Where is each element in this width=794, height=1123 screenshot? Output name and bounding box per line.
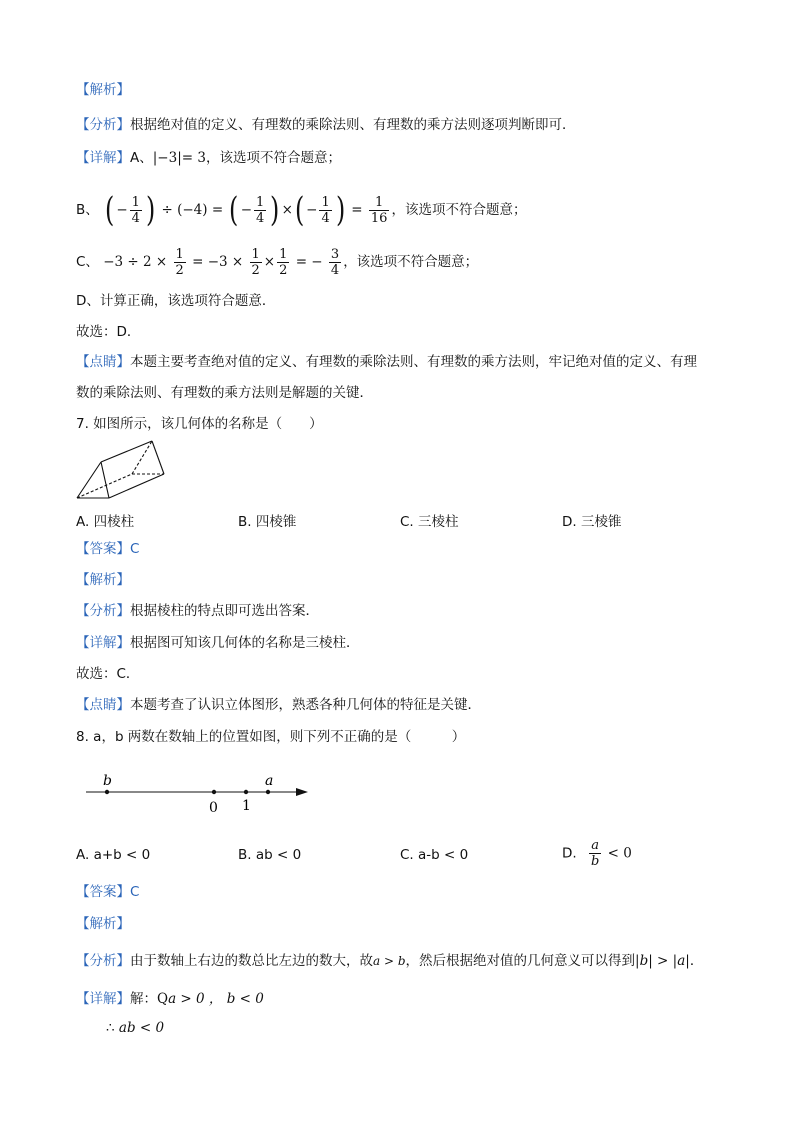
fraction-one-half — [250, 247, 262, 278]
option-d-label: D. — [562, 845, 577, 862]
minus-sign: − — [306, 202, 318, 218]
fraction-three-quarters — [329, 247, 341, 278]
fraction-one-quarter — [319, 195, 331, 226]
fraction-one-half — [277, 247, 289, 278]
analysis-line — [76, 115, 576, 135]
numerator: 1 — [251, 246, 260, 262]
expr-part3: = − — [295, 254, 323, 270]
minus-sign: − — [240, 202, 253, 218]
analysis-tag: 【分析】 — [76, 953, 130, 969]
analysis-tag: 【分析】 — [76, 117, 130, 133]
q8-answer: 【答案】C — [76, 884, 140, 900]
comment-tag: 【点睛】 — [76, 354, 130, 370]
triangular-prism-figure — [74, 438, 170, 502]
numerator: 1 — [256, 194, 265, 210]
minus-sign: − — [116, 202, 128, 218]
paren-open: ( — [229, 190, 239, 230]
option-a-suffix: ，该选项不符合题意； — [205, 150, 341, 166]
prism-front-right — [101, 462, 109, 498]
comment-tag: 【点睛】 — [76, 697, 130, 713]
number-line-figure — [80, 768, 316, 820]
denominator: b — [590, 854, 600, 869]
prism-back-right — [152, 441, 164, 474]
point-a — [266, 790, 270, 794]
analysis-text: 根据绝对值的定义、有理数的乘除法则、有理数的乘方法则逐项判断即可． — [130, 117, 576, 133]
q8-option-a: A. a+b < 0 — [76, 847, 151, 863]
detail-line-a — [76, 148, 341, 168]
paren-open: ( — [105, 190, 115, 230]
q7-option-a: A. 四棱柱 — [76, 514, 135, 530]
denominator: 16 — [370, 210, 388, 226]
arrow-head-icon — [296, 788, 308, 796]
divide-sign: ÷ — [161, 202, 173, 218]
comment-line-2: 数的乘除法则、有理数的乘方法则是解题的关键． — [76, 385, 373, 401]
prism-top-edge — [101, 441, 152, 462]
denominator: 4 — [321, 210, 330, 226]
option-c-prefix: C、 — [76, 254, 99, 270]
fraction-one-half — [174, 247, 186, 278]
option-b-prefix: B、 — [76, 202, 99, 218]
detail-line-c — [76, 244, 478, 280]
fraction-a-over-b — [589, 838, 601, 869]
analysis-end: ． — [689, 953, 704, 969]
q8-jiexi-heading: 【解析】 — [76, 916, 130, 932]
q7-comment-line — [76, 695, 481, 715]
q8-option-d — [562, 838, 632, 869]
detail-tag: 【详解】 — [76, 635, 130, 651]
point-one — [244, 790, 248, 794]
analysis-text-1: 由于数轴上右边的数总比左边的数大，故 — [130, 953, 373, 969]
equals-sign: = — [211, 202, 224, 218]
neg-four: (−4) — [177, 202, 208, 218]
jiexi-heading: 【解析】 — [76, 82, 130, 98]
numerator: a — [589, 838, 601, 854]
question-8: 8. a，b 两数在数轴上的位置如图，则下列不正确的是（ ） — [76, 729, 466, 745]
numerator: 1 — [131, 194, 140, 210]
comment-text: 本题考查了认识立体图形，熟悉各种几何体的特征是关键． — [130, 697, 481, 713]
expr-part2: = −3 × — [192, 254, 244, 270]
inequality-a-gt-b: a > b — [373, 954, 406, 968]
q8-option-b: B. ab < 0 — [238, 847, 302, 863]
label-one: 1 — [242, 798, 251, 814]
denominator: 2 — [175, 262, 184, 278]
fraction-one-quarter — [130, 195, 142, 226]
fraction-one-quarter — [254, 195, 266, 226]
because-symbol: Q — [157, 991, 169, 1007]
abs-inequality: |b| > |a| — [635, 953, 690, 969]
paren-open: ( — [294, 190, 305, 230]
equals-sign: = — [351, 202, 363, 218]
analysis-text-2: ，然后根据绝对值的几何意义可以得到 — [405, 953, 636, 969]
comment-text: 本题主要考查绝对值的定义、有理数的乘除法则、有理数的乘方法则，牢记绝对值的定义、有理 — [130, 354, 697, 370]
prism-front-left — [77, 462, 101, 498]
therefore-symbol: ∴ — [106, 1020, 115, 1036]
prism-bottom-edge — [109, 474, 164, 498]
q8-therefore-line — [106, 1018, 164, 1038]
numerator: 1 — [175, 246, 184, 262]
q7-jiexi-heading: 【解析】 — [76, 572, 130, 588]
expr-part1: −3 ÷ 2 × — [103, 254, 168, 270]
paren-close: ) — [335, 190, 346, 230]
paren-close: ) — [145, 190, 156, 230]
point-zero — [212, 790, 216, 794]
abs-expression: |−3|= 3 — [152, 150, 206, 166]
q8-option-c: C. a-b < 0 — [400, 847, 469, 863]
q8-analysis-line — [76, 951, 703, 971]
times-sign: × — [281, 202, 293, 218]
numerator: 3 — [330, 246, 340, 262]
detail-line-d: D、计算正确，该选项符合题意． — [76, 293, 276, 309]
detail-tag: 【详解】 — [76, 991, 130, 1007]
prism-hidden-left — [132, 441, 152, 474]
fraction-one-sixteenth — [369, 195, 390, 226]
q7-answer: 【答案】C — [76, 541, 140, 557]
numerator: 1 — [369, 195, 390, 211]
q7-choice-line: 故选：C． — [76, 666, 140, 682]
option-c-suffix: ，该选项不符合题意； — [343, 254, 479, 270]
detail-math: a > 0 ， b < 0 — [168, 991, 264, 1007]
option-d-inequality: < 0 — [607, 845, 632, 862]
denominator: 2 — [279, 262, 288, 278]
q7-option-b: B. 四棱锥 — [238, 514, 297, 530]
detail-text: 根据图可知该几何体的名称是三棱柱． — [130, 635, 360, 651]
numerator: 1 — [321, 194, 330, 210]
detail-tag: 【详解】 — [76, 150, 130, 166]
analysis-text: 根据棱柱的特点即可选出答案． — [130, 603, 319, 619]
option-a-prefix: A、 — [130, 150, 153, 166]
label-zero: 0 — [209, 800, 218, 816]
comment-line-1 — [76, 352, 697, 372]
choice-line: 故选：D． — [76, 324, 141, 340]
q7-detail-line — [76, 633, 360, 653]
option-b-suffix: ，该选项不符合题意； — [391, 202, 527, 218]
paren-close: ) — [270, 190, 280, 230]
denominator: 4 — [330, 262, 340, 278]
point-b — [105, 790, 109, 794]
detail-prefix: 解： — [130, 991, 157, 1007]
q7-analysis-line — [76, 601, 319, 621]
denominator: 4 — [256, 210, 265, 226]
times-sign: × — [263, 254, 276, 270]
analysis-tag: 【分析】 — [76, 603, 130, 619]
denominator: 4 — [131, 210, 140, 226]
numerator: 1 — [279, 246, 288, 262]
label-b: b — [103, 773, 112, 789]
q7-option-c: C. 三棱柱 — [400, 514, 459, 530]
detail-line-b — [76, 190, 526, 230]
label-a: a — [265, 773, 274, 789]
q7-option-d: D. 三棱锥 — [562, 514, 622, 530]
q8-detail-line — [76, 989, 264, 1009]
therefore-math: ab < 0 — [118, 1020, 165, 1036]
question-7: 7. 如图所示，该几何体的名称是（ ） — [76, 416, 323, 432]
denominator: 2 — [251, 262, 260, 278]
